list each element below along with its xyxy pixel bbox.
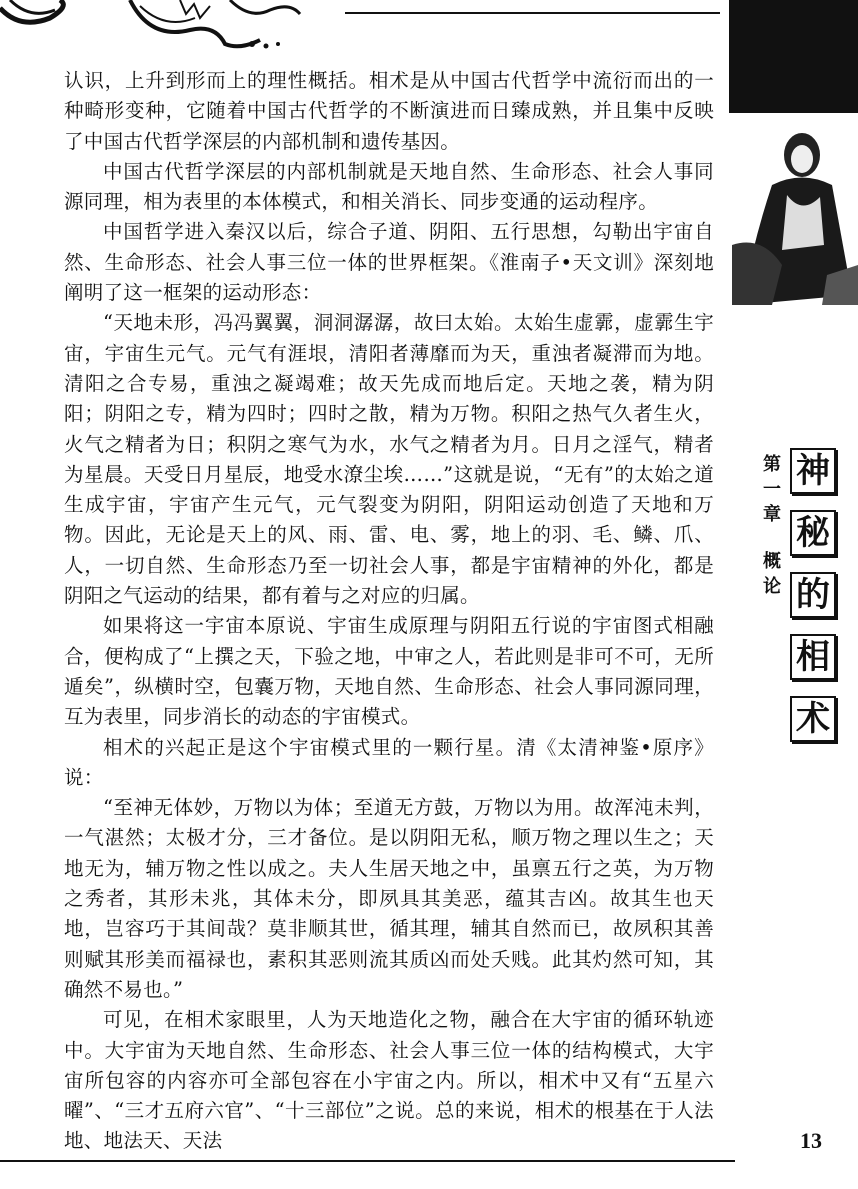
page-number: 13: [800, 1128, 822, 1153]
book-title-char: 的: [790, 572, 836, 618]
figure-illustration-icon: [732, 125, 858, 305]
paragraph: 可见，在相术家眼里，人为天地造化之物，融合在大宇宙的循环轨迹中。大宇宙为天地自然、生命形态、社会人事三位一体的结构模式，大宇宙所包容的内容亦可全部包容在小宇宙之内。所以，相术中又有“五星六曜”、“三才五府六官”、“十三部位”之说。总的来说，相术的根基在于人法地、地法天、天法: [64, 1008, 714, 1153]
book-title-char: 相: [790, 634, 836, 680]
paragraph: 中国古代哲学深层的内部机制就是天地自然、生命形态、社会人事同源同理，相为表里的本体模式，和相关消长、同步变通的运动程序。: [64, 159, 714, 214]
paragraph: 中国哲学进入秦汉以后，综合子道、阴阳、五行思想，勾勒出宇宙自然、生命形态、社会人事三位一体的世界框架。《淮南子•天文训》深刻地阐明了这一框架的运动形态：: [64, 220, 714, 305]
book-title-char: 神: [790, 448, 836, 494]
header-rule: [345, 12, 720, 14]
footer-rule: [0, 1160, 735, 1162]
chapter-char: 概: [763, 551, 781, 572]
chapter-tab-block: [729, 0, 858, 113]
body-text: [64, 66, 714, 1157]
quotation-paragraph: “天地未形，冯冯翼翼，洞洞潺潺，故曰太始。太始生虚霩，虚霩生宇宙，宇宙生元气。元气有涯垠，清阳者薄靡而为天，重浊者凝滞而为地。清阳之合专易，重浊之凝竭难；故天先成而地后定。天地之袭，精为阴阳；阴阳之专，精为四时；四时之散，精为万物。积阳之热气久者生火，火气之精者为日；积阴之寒气为水，水气之精者为月。日月之淫气，精者为星晨。天受日月星辰，地受水潦尘埃……”这就是说，“无有”的太始之道生成宇宙，宇宙产生元气，元气裂变为阴阳，阴阳运动创造了天地和万物。因此，无论是天上的风、雨、雷、电、雾，地上的羽、毛、鳞、爪、人，一切自然、生命形态乃至一切社会人事，都是宇宙精神的外化，都是阴阳之气运动的结果，都有着与之对应的归属。: [64, 311, 714, 608]
book-title-vertical: [790, 448, 840, 758]
paragraph: 认识，上升到形而上的理性概括。相术是从中国古代哲学中流衍而出的一种畸形变种，它随着中国古代哲学的不断演进而日臻成熟，并且集中反映了中国古代哲学深层的内部机制和遗传基因。: [64, 69, 714, 153]
paragraph: 如果将这一宇宙本原说、宇宙生成原理与阴阳五行说的宇宙图式相融合，便构成了“上撰之天，下验之地，中审之人，若此则是非可不可，无所遁矣”，纵横时空，包囊万物，天地自然、生命形态、社会人事同源同理，互为表里，同步消长的动态的宇宙模式。: [64, 614, 714, 729]
chapter-char: 论: [763, 576, 781, 597]
book-title-char: 秘: [790, 510, 836, 556]
paragraph: 相术的兴起正是这个宇宙模式里的一颗行星。清《太清神鉴•原序》说：: [64, 735, 714, 789]
chapter-char: 第: [763, 454, 781, 475]
chapter-char: 章: [763, 504, 781, 525]
chapter-char: 一: [763, 479, 781, 500]
chapter-spacer: [760, 527, 784, 549]
book-title-char: 术: [790, 696, 836, 742]
quotation-paragraph: “至神无体妙，万物以为体；至道无方鼓，万物以为用。故浑沌未判，一气湛然；太极才分，三才备位。是以阴阳无私，顺万物之理以生之；天地无为，辅万物之性以成之。夫人生居天地之中，虽禀五行之英，为万物之秀者，其形未兆，其体未分，即夙具其美恶，蕴其吉凶。故其生也天地，岂容巧于其间哉？莫非顺其世，循其理，辅其自然而已，故夙积其善则赋其形美而福禄也，素积其恶则流其质凶而处夭贱。此其灼然可知，其确然不易也。”: [64, 796, 714, 1001]
dragon-header-ornament-icon: [0, 0, 360, 58]
chapter-label: [760, 452, 784, 599]
